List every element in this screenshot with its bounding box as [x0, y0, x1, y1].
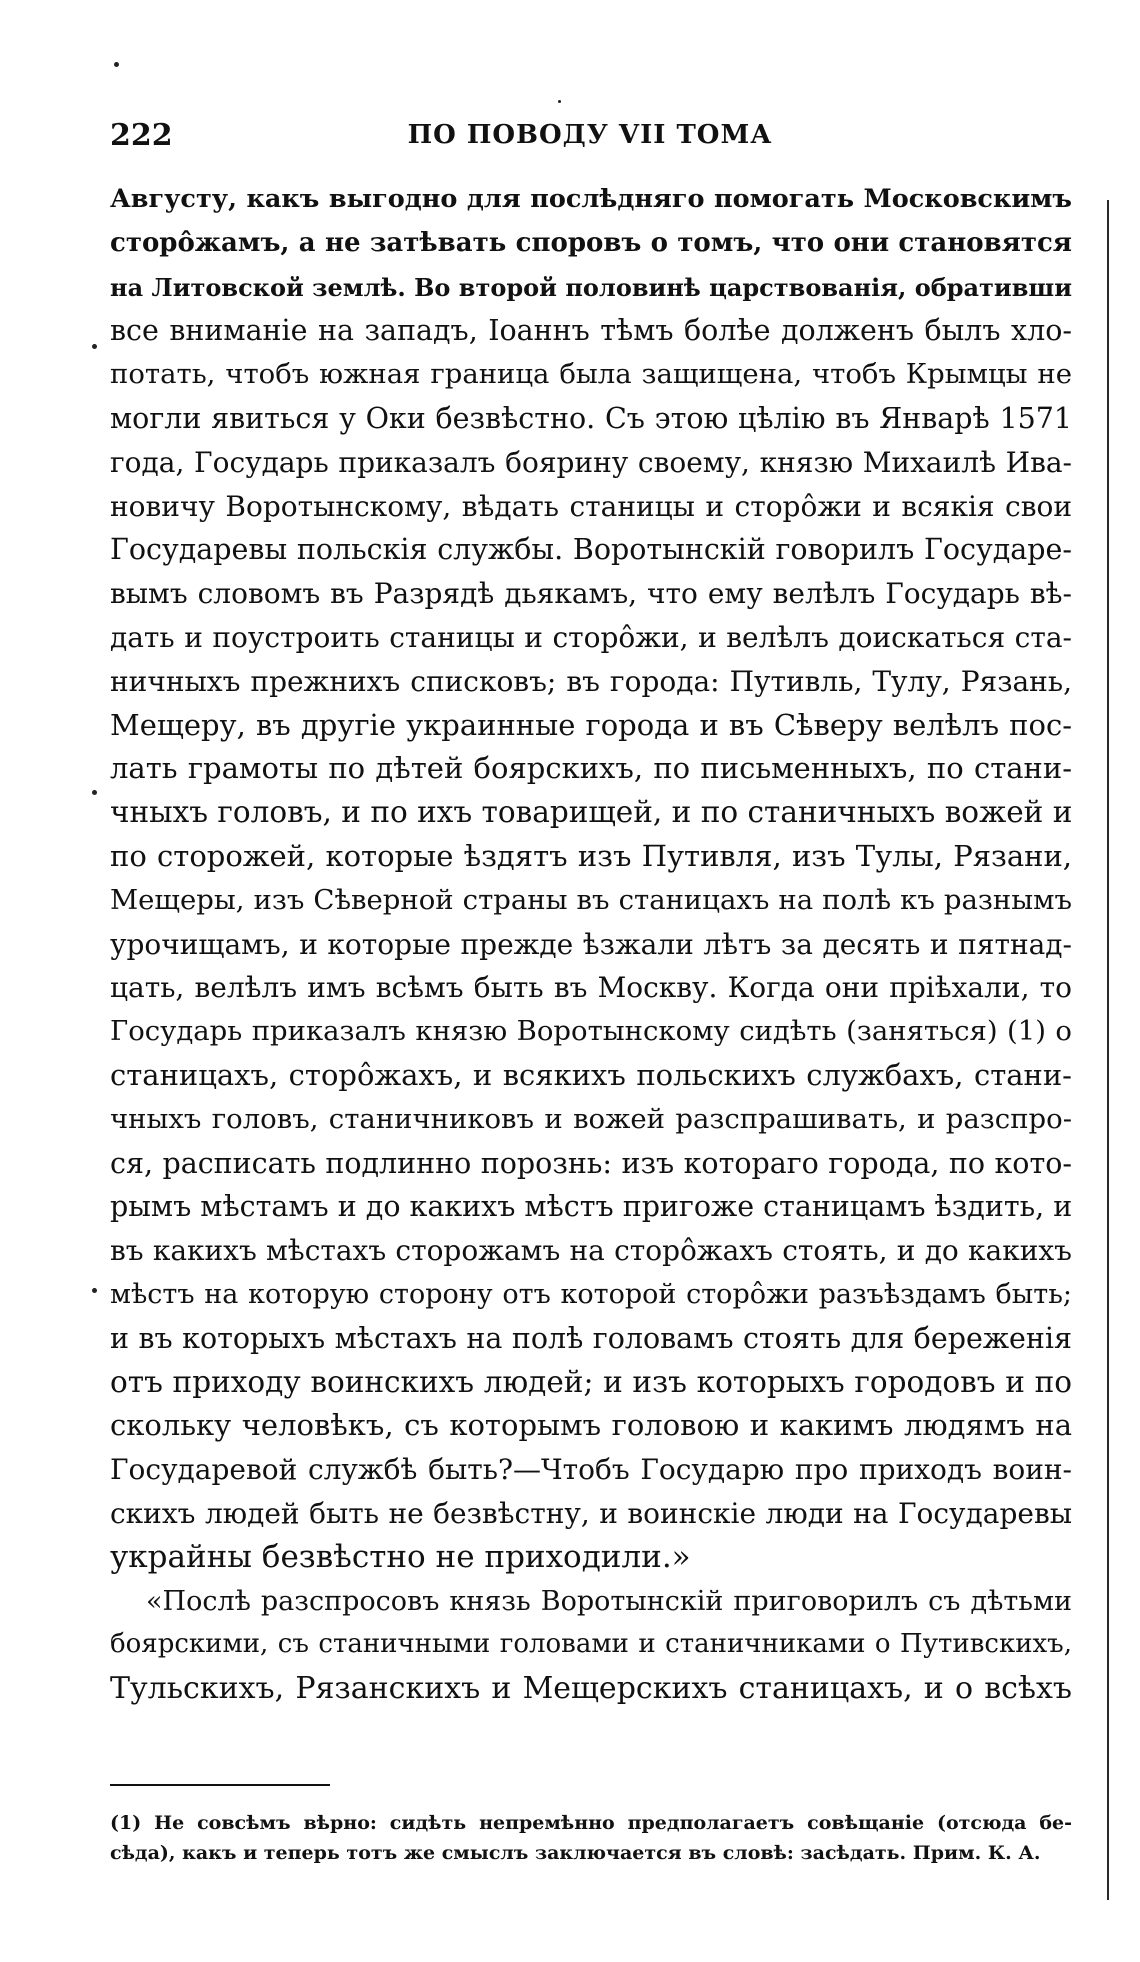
text-line: лать грамоты по дѣтей боярскихъ, по письменныхъ, по стани-: [110, 751, 1072, 786]
text-line: станицахъ, сторо̂жахъ, и всякихъ польскихъ службахъ, стани-: [110, 1057, 1072, 1092]
text-line: боярскими, съ станичными головами и станичниками о Путивскихъ,: [110, 1629, 1072, 1660]
text-line: сторо̂жамъ, а не затѣвать споровъ о томъ, что они становятся: [110, 227, 1072, 258]
text-line: чныхъ головъ, станичниковъ и вожей разспрашивать, и разспро-: [110, 1102, 1072, 1135]
footnote-line: сѣда), какъ и теперь тотъ же смыслъ заключается въ словѣ: засѣдать. Прим. К. А.: [110, 1842, 1041, 1864]
text-line: года, Государь приказалъ боярину своему, князю Михаилѣ Ива-: [110, 445, 1072, 479]
text-line: все вниманіе на западъ, Іоаннъ тѣмъ болѣе долженъ былъ хло-: [110, 314, 1072, 348]
footnote: [110, 1808, 1072, 1868]
text-line: Государевой службѣ быть?—Чтобъ Государю про приходъ воин-: [110, 1453, 1072, 1487]
text-line: рымъ мѣстамъ и до какихъ мѣстъ пригоже станицамъ ѣздить, и: [110, 1190, 1072, 1224]
text-line: и въ которыхъ мѣстахъ на полѣ головамъ стоять для береженія: [110, 1321, 1072, 1355]
text-line: отъ приходу воинскихъ людей; и изъ которыхъ городовъ и по: [110, 1364, 1072, 1399]
main-text: [110, 178, 1072, 1711]
text-line: ся, расписать подлинно порознь: изъ котораго города, по кото-: [110, 1146, 1072, 1180]
text-line: скольку человѣкъ, съ которымъ головою и какимъ людямъ на: [110, 1408, 1072, 1443]
text-line: цать, велѣлъ имъ всѣмъ быть въ Москву. Когда они пріѣхали, то: [110, 971, 1072, 1005]
text-line: дать и поустроить станицы и сторо̂жи, и велѣлъ доискаться ста-: [110, 620, 1072, 654]
print-speck: [558, 100, 561, 103]
text-line: Августу, какъ выгодно для послѣдняго помогать Московскимъ: [110, 184, 1072, 214]
text-line: скихъ людей быть не безвѣстну, и воинскіе люди на Государевы: [110, 1496, 1072, 1530]
page-header: [110, 118, 1070, 158]
text-line: по сторожей, которые ѣздятъ изъ Путивля, изъ Тулы, Рязани,: [110, 838, 1072, 873]
text-line: вымъ словомъ въ Разрядѣ дьякамъ, что ему велѣлъ Государь вѣ-: [110, 577, 1072, 611]
text-line: урочищамъ, и которые прежде ѣзжали лѣтъ за десять и пятнад-: [110, 927, 1072, 961]
print-speck: [92, 344, 97, 349]
page-number: 222: [110, 118, 173, 153]
text-line: ничныхъ прежнихъ списковъ; въ города: Путивль, Тулу, Рязань,: [110, 664, 1072, 698]
text-line: украйны безвѣстно не приходили.»: [110, 1538, 691, 1575]
print-speck: [92, 1288, 97, 1293]
text-line: потать, чтобъ южная граница была защищена, чтобъ Крымцы не: [110, 358, 1072, 391]
footnote-line: (1) Не совсѣмъ вѣрно: сидѣть непремѣнно предполагаетъ совѣщаніе (отсюда бе-: [110, 1812, 1072, 1834]
text-line: новичу Воротынскому, вѣдать станицы и сторо̂жи и всякія свои: [110, 489, 1072, 523]
print-speck: [92, 790, 97, 795]
text-line: Мещеру, въ другіе украинные города и въ Сѣверу велѣлъ пос-: [110, 707, 1072, 742]
footnote-divider: [110, 1784, 330, 1786]
text-line: могли явиться у Оки безвѣстно. Съ этою цѣлію въ Январѣ 1571: [110, 401, 1072, 435]
text-line: въ какихъ мѣстахъ сторожамъ на сторо̂жахъ стоять, и до какихъ: [110, 1234, 1072, 1268]
text-line: «Послѣ разспросовъ князь Воротынскій приговорилъ съ дѣтьми: [146, 1585, 1072, 1617]
text-line: на Литовской землѣ. Во второй половинѣ царствованія, обративши: [110, 272, 1072, 302]
text-line: чныхъ головъ, и по ихъ товарищей, и по станичныхъ вожей и: [110, 795, 1072, 830]
text-line: Государь приказалъ князю Воротынскому сидѣть (заняться) (1) о: [110, 1015, 1072, 1048]
text-line: Мещеры, изъ Сѣверной страны въ станицахъ на полѣ къ разнымъ: [110, 883, 1072, 916]
text-line: мѣстъ на которую сторону отъ которой сторо̂жи разъѣздамъ быть;: [110, 1278, 1072, 1310]
page-edge-line: [1107, 200, 1109, 1900]
text-line: Тульскихъ, Рязанскихъ и Мещерскихъ станицахъ, и о всѣхъ: [110, 1671, 1072, 1707]
print-speck: [114, 62, 119, 67]
running-title: ПО ПОВОДУ VII ТОМА: [407, 120, 773, 150]
text-line: Государевы польскія службы. Воротынскій говорилъ Государе-: [110, 533, 1072, 567]
